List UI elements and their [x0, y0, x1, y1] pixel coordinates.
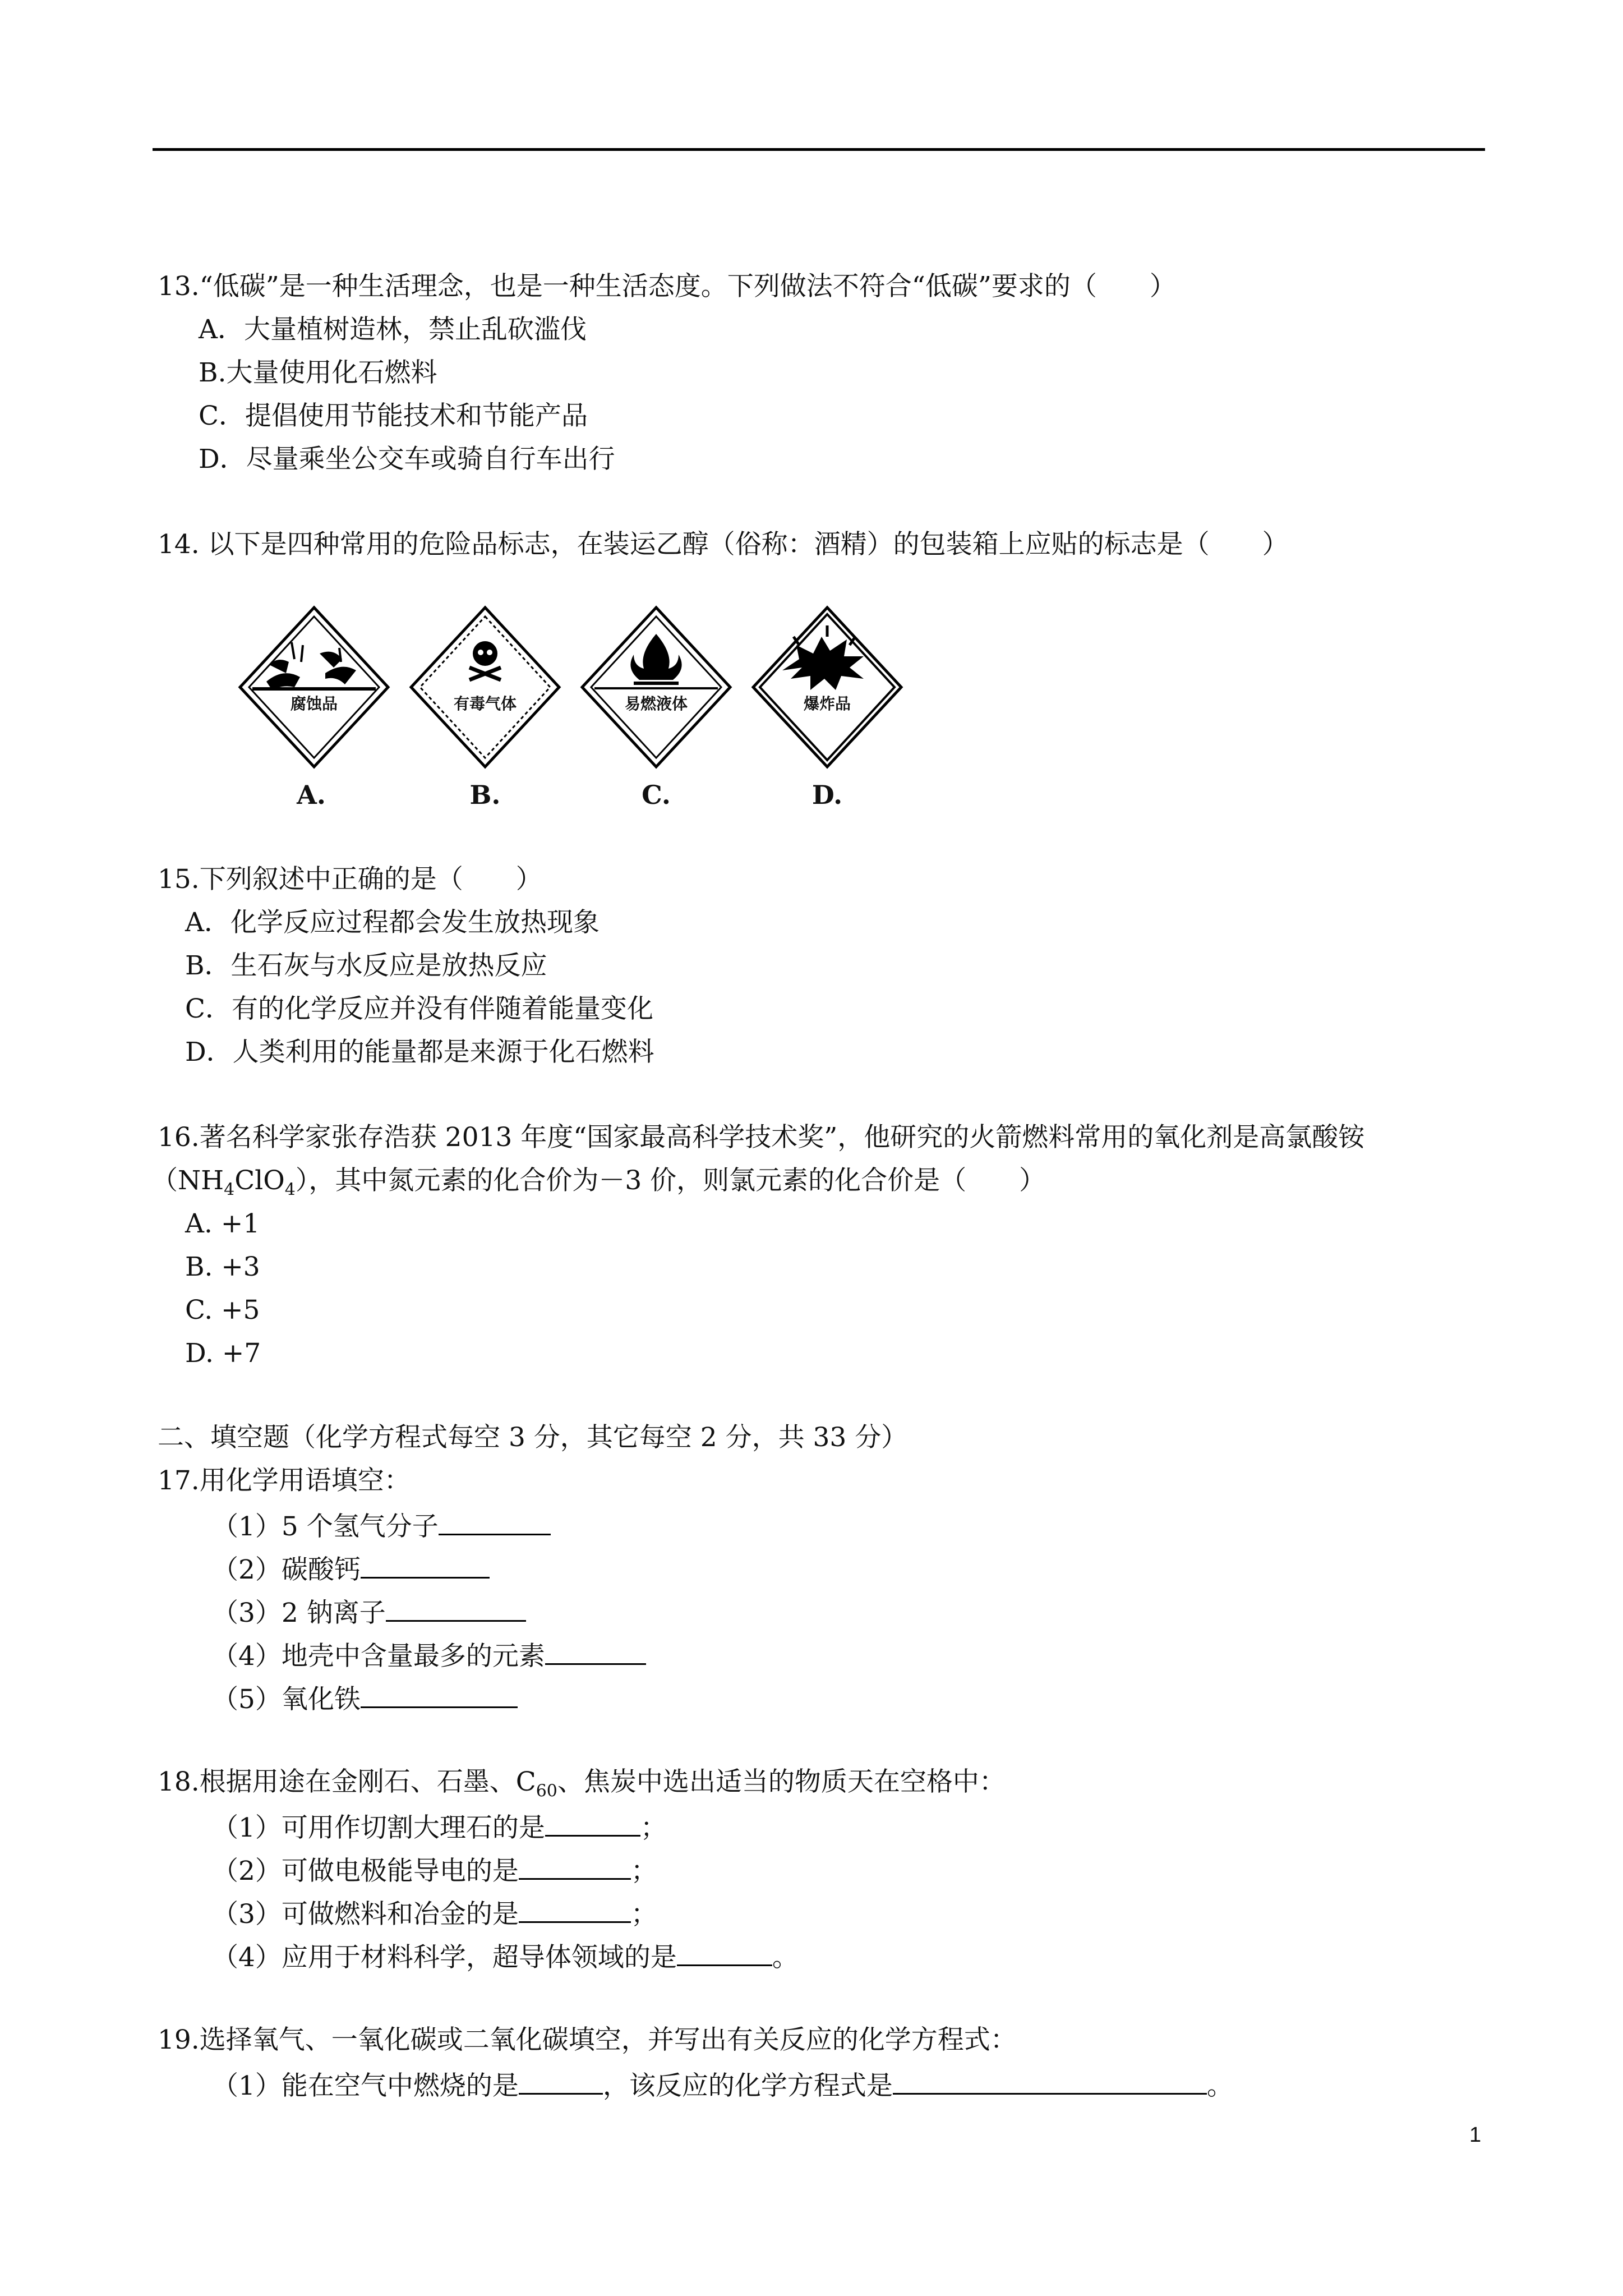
header-rule	[153, 148, 1485, 151]
hazard-signs	[236, 603, 931, 816]
sign-b-label: 有毒气体	[453, 694, 517, 713]
q18-item-3	[212, 1894, 657, 1932]
q16-stem-tail: ），其中氮元素的化合价为－3 价，则氯元素的化合价是（ ）	[295, 1165, 1046, 1196]
q19-item-1-mid: ，该反应的化学方程式是	[602, 2070, 893, 2101]
q17-item-5	[212, 1680, 518, 1717]
q17-item-2-label: （2）碳酸钙	[212, 1554, 361, 1585]
q17-item-2	[212, 1550, 490, 1588]
q19-stem: 19.选择氧气、一氧化碳或二氧化碳填空，并写出有关反应的化学方程式：	[158, 2024, 1017, 2055]
q16-formula-sub1: 4	[224, 1180, 235, 1200]
q18-item-3-label: （3）可做燃料和冶金的是	[212, 1899, 519, 1930]
q16-option-b: B. +3	[185, 1251, 260, 1282]
q17-stem: 17.用化学用语填空：	[158, 1465, 411, 1496]
q17-blank-4[interactable]	[545, 1636, 646, 1665]
q16-formula-sub2: 4	[284, 1180, 296, 1200]
q13-option-a: A．大量植树造林，禁止乱砍滥伐	[199, 314, 587, 345]
q18-item-1-end: ；	[640, 1812, 667, 1843]
skull-icon	[407, 603, 564, 771]
q17-item-5-label: （5）氧化铁	[212, 1684, 361, 1715]
hazard-sign-c	[578, 603, 735, 810]
sign-b-letter: B.	[469, 780, 501, 810]
q17-blank-2[interactable]	[361, 1550, 490, 1579]
q14-stem: 14. 以下是四种常用的危险品标志，在装运乙醇（俗称：酒精）的包装箱上应贴的标志是（ ）	[158, 529, 1289, 560]
q13-option-c: C．提倡使用节能技术和节能产品	[199, 401, 588, 431]
q18-item-1	[212, 1808, 667, 1846]
q18-stem-post: 、焦炭中选出适当的物质天在空格中：	[557, 1766, 1006, 1797]
q18-item-2-label: （2）可做电极能导电的是	[212, 1856, 519, 1887]
flame-icon	[578, 603, 735, 771]
q13-option-b: B.大量使用化石燃料	[199, 357, 437, 388]
q18-item-4-end: 。	[772, 1942, 799, 1973]
hazard-sign-a	[236, 603, 393, 810]
sign-c-letter: C.	[642, 780, 671, 810]
sign-a-letter: A.	[297, 780, 326, 810]
sign-d-letter: D.	[811, 780, 843, 810]
q18-item-4	[212, 1938, 799, 1975]
hazard-sign-d	[749, 603, 906, 810]
q18-item-2	[212, 1851, 657, 1889]
q19-item-1-end: 。	[1206, 2070, 1233, 2101]
sign-a-label: 腐蚀品	[290, 694, 338, 713]
q18-blank-4[interactable]	[677, 1938, 772, 1966]
q13-stem: 13.“低碳”是一种生活理念，也是一种生活态度。下列做法不符合“低碳”要求的（ ）	[158, 271, 1176, 302]
q13-option-d: D．尽量乘坐公交车或骑自行车出行	[199, 444, 615, 475]
q17-blank-3[interactable]	[386, 1593, 526, 1622]
sign-d-label: 爆炸品	[803, 694, 851, 713]
q18-item-2-end: ；	[630, 1856, 657, 1887]
q17-blank-1[interactable]	[439, 1507, 551, 1535]
q17-item-1-label: （1）5 个氢气分子	[212, 1511, 439, 1542]
q19-blank-1[interactable]	[519, 2066, 603, 2095]
q19-item-1	[212, 2066, 1233, 2104]
q16-option-d: D. +7	[185, 1338, 261, 1369]
q16-stem-line1: 16.著名科学家张存浩获 2013 年度“国家最高科学技术奖”，他研究的火箭燃料常用的氧化剂是高氯酸铵	[158, 1122, 1365, 1153]
hazard-sign-b	[407, 603, 564, 810]
q18-stem-sub: 60	[536, 1781, 557, 1801]
q18-stem-pre: 18.根据用途在金刚石、石墨、C	[158, 1766, 536, 1797]
q15-stem: 15.下列叙述中正确的是（ ）	[158, 864, 542, 895]
q18-stem	[158, 1765, 1006, 1809]
q17-blank-5[interactable]	[361, 1680, 518, 1708]
q15-option-b: B．生石灰与水反应是放热反应	[185, 950, 547, 981]
q17-item-1	[212, 1507, 551, 1544]
q15-option-d: D．人类利用的能量都是来源于化石燃料	[185, 1037, 654, 1068]
q16-formula-b: ClO	[234, 1165, 285, 1196]
section-heading: 二、填空题（化学方程式每空 3 分，其它每空 2 分，共 33 分）	[158, 1422, 908, 1453]
q16-stem-line2	[151, 1163, 1045, 1207]
q19-item-1-label: （1）能在空气中燃烧的是	[212, 2070, 519, 2101]
corrosive-icon	[236, 603, 393, 771]
q18-blank-1[interactable]	[545, 1808, 640, 1837]
q17-item-3-label: （3）2 钠离子	[212, 1598, 386, 1628]
q18-blank-2[interactable]	[519, 1851, 631, 1880]
q18-item-1-label: （1）可用作切割大理石的是	[212, 1812, 545, 1843]
q18-blank-3[interactable]	[519, 1894, 631, 1923]
q16-option-c: C. +5	[185, 1295, 260, 1326]
q18-item-3-end: ；	[630, 1899, 657, 1930]
page-number: 1	[1469, 2123, 1482, 2147]
q16-formula-a: （NH	[151, 1165, 224, 1196]
q17-item-4	[212, 1636, 646, 1674]
explosion-icon	[749, 603, 906, 771]
q16-option-a: A. +1	[185, 1208, 260, 1239]
q15-option-c: C．有的化学反应并没有伴随着能量变化	[185, 993, 653, 1024]
q17-item-4-label: （4）地壳中含量最多的元素	[212, 1641, 545, 1672]
q18-item-4-label: （4）应用于材料科学，超导体领域的是	[212, 1942, 677, 1973]
q19-blank-2[interactable]	[893, 2066, 1207, 2095]
q15-option-a: A．化学反应过程都会发生放热现象	[185, 907, 600, 938]
sign-c-label: 易燃液体	[624, 694, 688, 713]
q17-item-3	[212, 1593, 526, 1631]
